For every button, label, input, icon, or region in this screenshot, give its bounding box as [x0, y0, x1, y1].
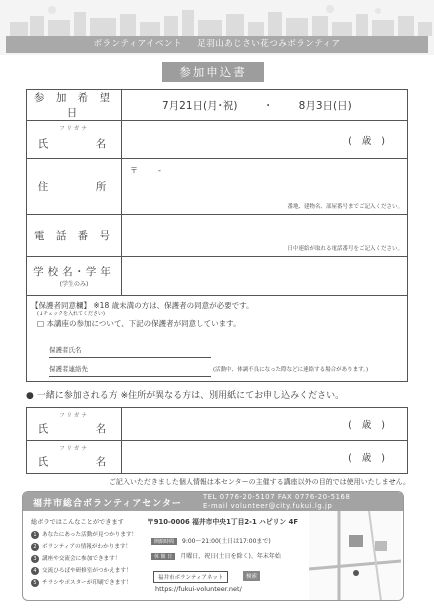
age-field[interactable]	[348, 417, 395, 431]
org-name: 福井市総合ボランティアセンター	[33, 499, 182, 509]
feature-text: 講座や交流会に参加できます！	[42, 556, 121, 562]
number-5-icon: 5	[31, 579, 39, 587]
contact-footer	[22, 491, 404, 601]
closed-days	[151, 551, 281, 560]
footer-header	[23, 492, 403, 511]
name-field[interactable]	[122, 121, 408, 159]
consent-checkbox[interactable]: □ 本講座の参加について、下記の保護者が同意しています。	[37, 319, 241, 328]
address-field[interactable]	[122, 159, 408, 215]
phone-row	[27, 215, 408, 257]
number-2-icon: 2	[31, 543, 39, 551]
age-open: (	[348, 420, 362, 431]
age-open: (	[348, 453, 362, 464]
companion-label-cell	[27, 408, 122, 441]
furigana-label: フリガナ	[59, 126, 89, 132]
number-4-icon: 4	[31, 567, 39, 575]
companion-row	[27, 441, 408, 474]
date-option-2[interactable]: 8月3日(日)	[298, 99, 352, 112]
guardian-name-field[interactable]: 保護者氏名	[49, 345, 211, 358]
contact-note: (活動中、体調不良になった際などに連絡する場合があります。)	[213, 367, 369, 373]
search-button[interactable]: 検索	[243, 571, 260, 581]
application-form	[26, 89, 408, 296]
age-open: (	[348, 135, 362, 147]
number-1-icon: 1	[31, 531, 39, 539]
school-row	[27, 257, 408, 296]
age-close: 歳)	[361, 420, 395, 431]
phone-note: 日中連絡が取れる電話番号をご記入ください。	[287, 246, 403, 252]
number-3-icon: 3	[31, 555, 39, 563]
website-url[interactable]: https://fukui-volunteer.net/	[155, 585, 242, 593]
footer-intro: 総ボラではこんなことができます	[31, 519, 124, 526]
name-label: 氏 名	[37, 138, 111, 150]
event-ribbon	[6, 36, 428, 53]
date-separator: ・	[262, 99, 274, 112]
feature-text: チラシやポスターが印刷できます！	[42, 580, 132, 586]
feature-text: 交流ひろばや研修室がつかえます！	[42, 568, 132, 574]
check-hint: (↓チェックを入れてください)	[37, 311, 105, 317]
age-field[interactable]	[348, 450, 395, 464]
companion-heading: ● 一緒に参加される方 ※住所が異なる方は、別用紙にてお申し込みください。	[26, 391, 345, 401]
hours-text: 9:00～21:00(土日は17:00まで)	[182, 538, 271, 545]
location-map	[309, 511, 401, 601]
consent-heading: 【保護者同意欄】 ※18 歳未満の方は、保護者の同意が必要です。	[31, 301, 254, 310]
address-label: 住 所	[27, 159, 122, 215]
phone-label: 電 話 番 号	[27, 215, 122, 257]
center-address: 〒910-0006 福井市中央1丁目2-1 ハピリン 4F	[147, 518, 298, 526]
date-options[interactable]	[122, 90, 408, 121]
guardian-contact-field[interactable]: 保護者連絡先	[49, 364, 211, 377]
feature-item	[31, 554, 120, 563]
age-field[interactable]	[348, 133, 395, 147]
zip-mark: 〒 -	[130, 166, 167, 175]
age-close: 歳)	[361, 135, 395, 147]
closed-tag: 休 館 日	[151, 553, 175, 560]
hours-tag: 開館時間	[151, 538, 177, 545]
name-label: 氏 名	[37, 422, 111, 435]
event-title: 足羽山あじさい花つみボランティア	[197, 39, 341, 49]
date-row	[27, 90, 408, 121]
furigana-label: フリガナ	[59, 413, 89, 419]
companion-row	[27, 408, 408, 441]
event-label: ボランティアイベント	[93, 39, 183, 49]
opening-hours	[151, 536, 271, 545]
companion-name-field[interactable]	[122, 441, 408, 474]
name-row	[27, 121, 408, 159]
date-option-1[interactable]: 7月21日(月･祝)	[162, 99, 238, 112]
guardian-consent	[26, 294, 408, 382]
header-banner	[0, 0, 434, 55]
address-row	[27, 159, 408, 215]
net-label[interactable]: 福井市ボランティアネット	[153, 571, 228, 583]
feature-item	[31, 578, 132, 587]
companion-table	[26, 407, 408, 474]
closed-text: 月曜日、祝日(土日を除く)、年末年始	[180, 553, 281, 560]
age-close: 歳)	[361, 453, 395, 464]
phone-field[interactable]	[122, 215, 408, 257]
email[interactable]: E-mail volunteer@city.fukui.lg.jp	[203, 502, 333, 510]
school-field[interactable]	[122, 257, 408, 296]
address-note: 番地、建物名、部屋番号までご記入ください。	[287, 204, 403, 210]
feature-text: ボランティアの情報がわかります！	[42, 544, 132, 550]
feature-item	[31, 530, 137, 539]
feature-item	[31, 542, 131, 551]
form-title: 参加申込書	[162, 62, 264, 82]
feature-text: あなたにあった活動が見つかります！	[42, 532, 138, 538]
furigana-label: フリガナ	[59, 446, 89, 452]
date-label: 参 加 希 望 日	[27, 90, 122, 121]
privacy-note: ご記入いただきました個人情報は本センターの主催する講座以外の目的では使用いたしません。	[108, 478, 410, 486]
name-label-cell	[27, 121, 122, 159]
tel-fax: TEL 0776-20-5107 FAX 0776-20-5168	[203, 493, 351, 501]
companion-label-cell	[27, 441, 122, 474]
school-label: 学校名･学年	[33, 266, 115, 278]
school-sub: (学生のみ)	[59, 281, 89, 288]
contact-lines	[203, 493, 350, 511]
companion-name-field[interactable]	[122, 408, 408, 441]
name-label: 氏 名	[37, 455, 111, 468]
school-label-cell	[27, 257, 122, 296]
feature-item	[31, 566, 132, 575]
